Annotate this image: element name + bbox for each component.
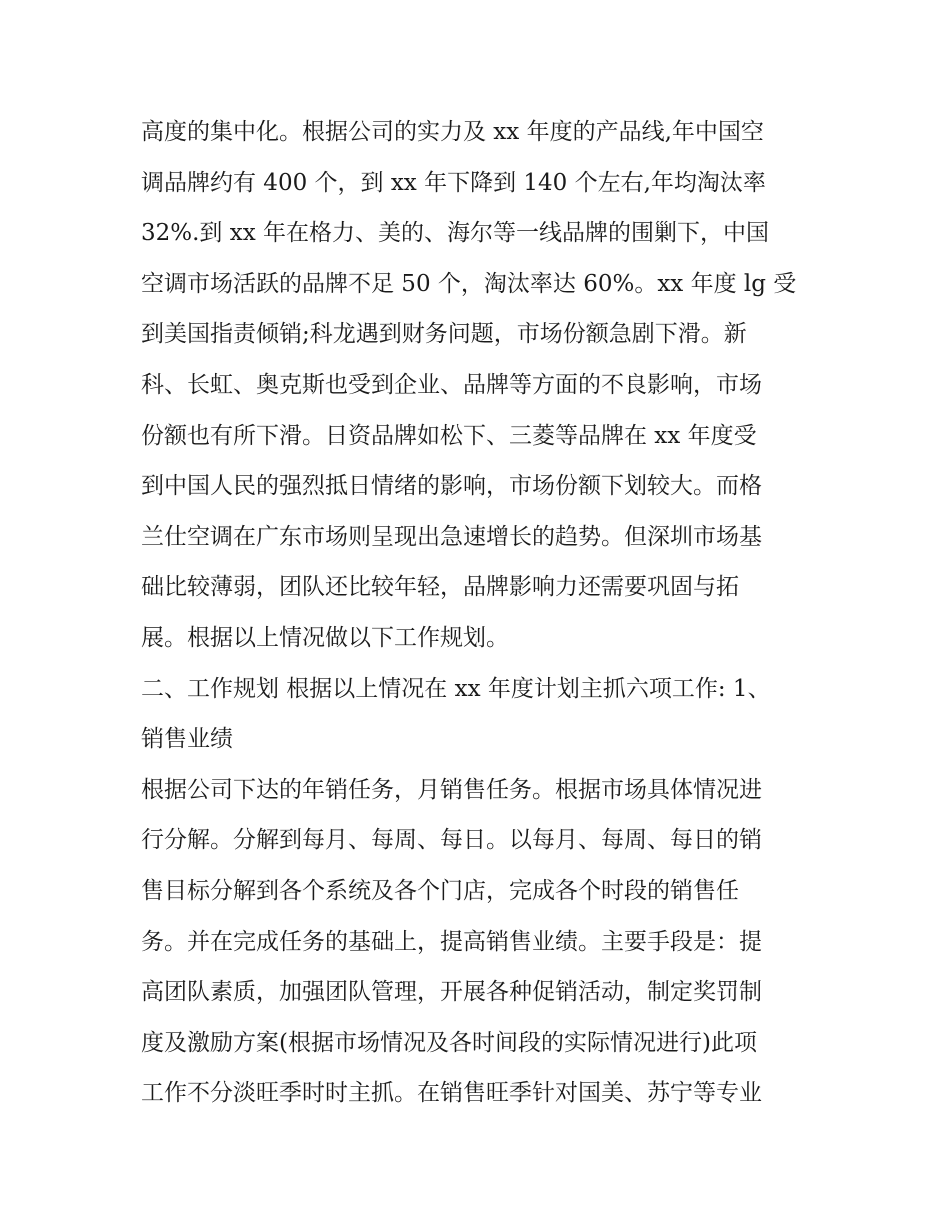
text-line: 高团队素质，加强团队管理，开展各种促销活动，制定奖罚制 — [141, 979, 762, 1006]
text-line: 兰仕空调在广东市场则呈现出急速增长的趋势。但深圳市场基 — [141, 523, 762, 550]
text-line: 工作不分淡旺季时时主抓。在销售旺季针对国美、苏宁等专业 — [141, 1080, 762, 1107]
section-heading: 二、工作规划 根据以上情况在 xx 年度计划主抓六项工作: 1、 — [141, 675, 771, 702]
text-line: 高度的集中化。根据公司的实力及 xx 年度的产品线,年中国空 — [141, 119, 764, 145]
text-line: 份额也有所下滑。日资品牌如松下、三菱等品牌在 xx 年度受 — [141, 422, 757, 449]
text-line: 展。根据以上情况做以下工作规划。 — [141, 624, 509, 651]
body-text — [141, 107, 817, 1119]
text-line: 到美国指责倾销;科龙遇到财务问题，市场份额急剧下滑。新 — [141, 321, 747, 348]
text-line: 调品牌约有 400 个，到 xx 年下降到 140 个左右,年均淘汰率 — [141, 169, 766, 196]
text-line: 度及激励方案(根据市场情况及各时间段的实际情况进行)此项 — [141, 1029, 757, 1056]
text-line: 32%.到 xx 年在格力、美的、海尔等一线品牌的围剿下，中国 — [141, 220, 769, 247]
text-line: 务。并在完成任务的基础上，提高销售业绩。主要手段是：提 — [141, 928, 762, 955]
text-line: 空调市场活跃的品牌不足 50 个，淘汰率达 60%。xx 年度 lg 受 — [141, 270, 797, 297]
text-line: 根据公司下达的年销任务，月销售任务。根据市场具体情况进 — [141, 776, 762, 803]
text-line: 到中国人民的强烈抵日情绪的影响，市场份额下划较大。而格 — [141, 473, 762, 500]
text-line: 科、长虹、奥克斯也受到企业、品牌等方面的不良影响，市场 — [141, 371, 762, 398]
subsection-heading: 销售业绩 — [141, 726, 233, 753]
text-line: 行分解。分解到每月、每周、每日。以每月、每周、每日的销 — [141, 827, 762, 854]
text-line: 售目标分解到各个系统及各个门店，完成各个时段的销售任 — [141, 877, 739, 904]
text-line: 础比较薄弱，团队还比较年轻，品牌影响力还需要巩固与拓 — [141, 574, 739, 601]
